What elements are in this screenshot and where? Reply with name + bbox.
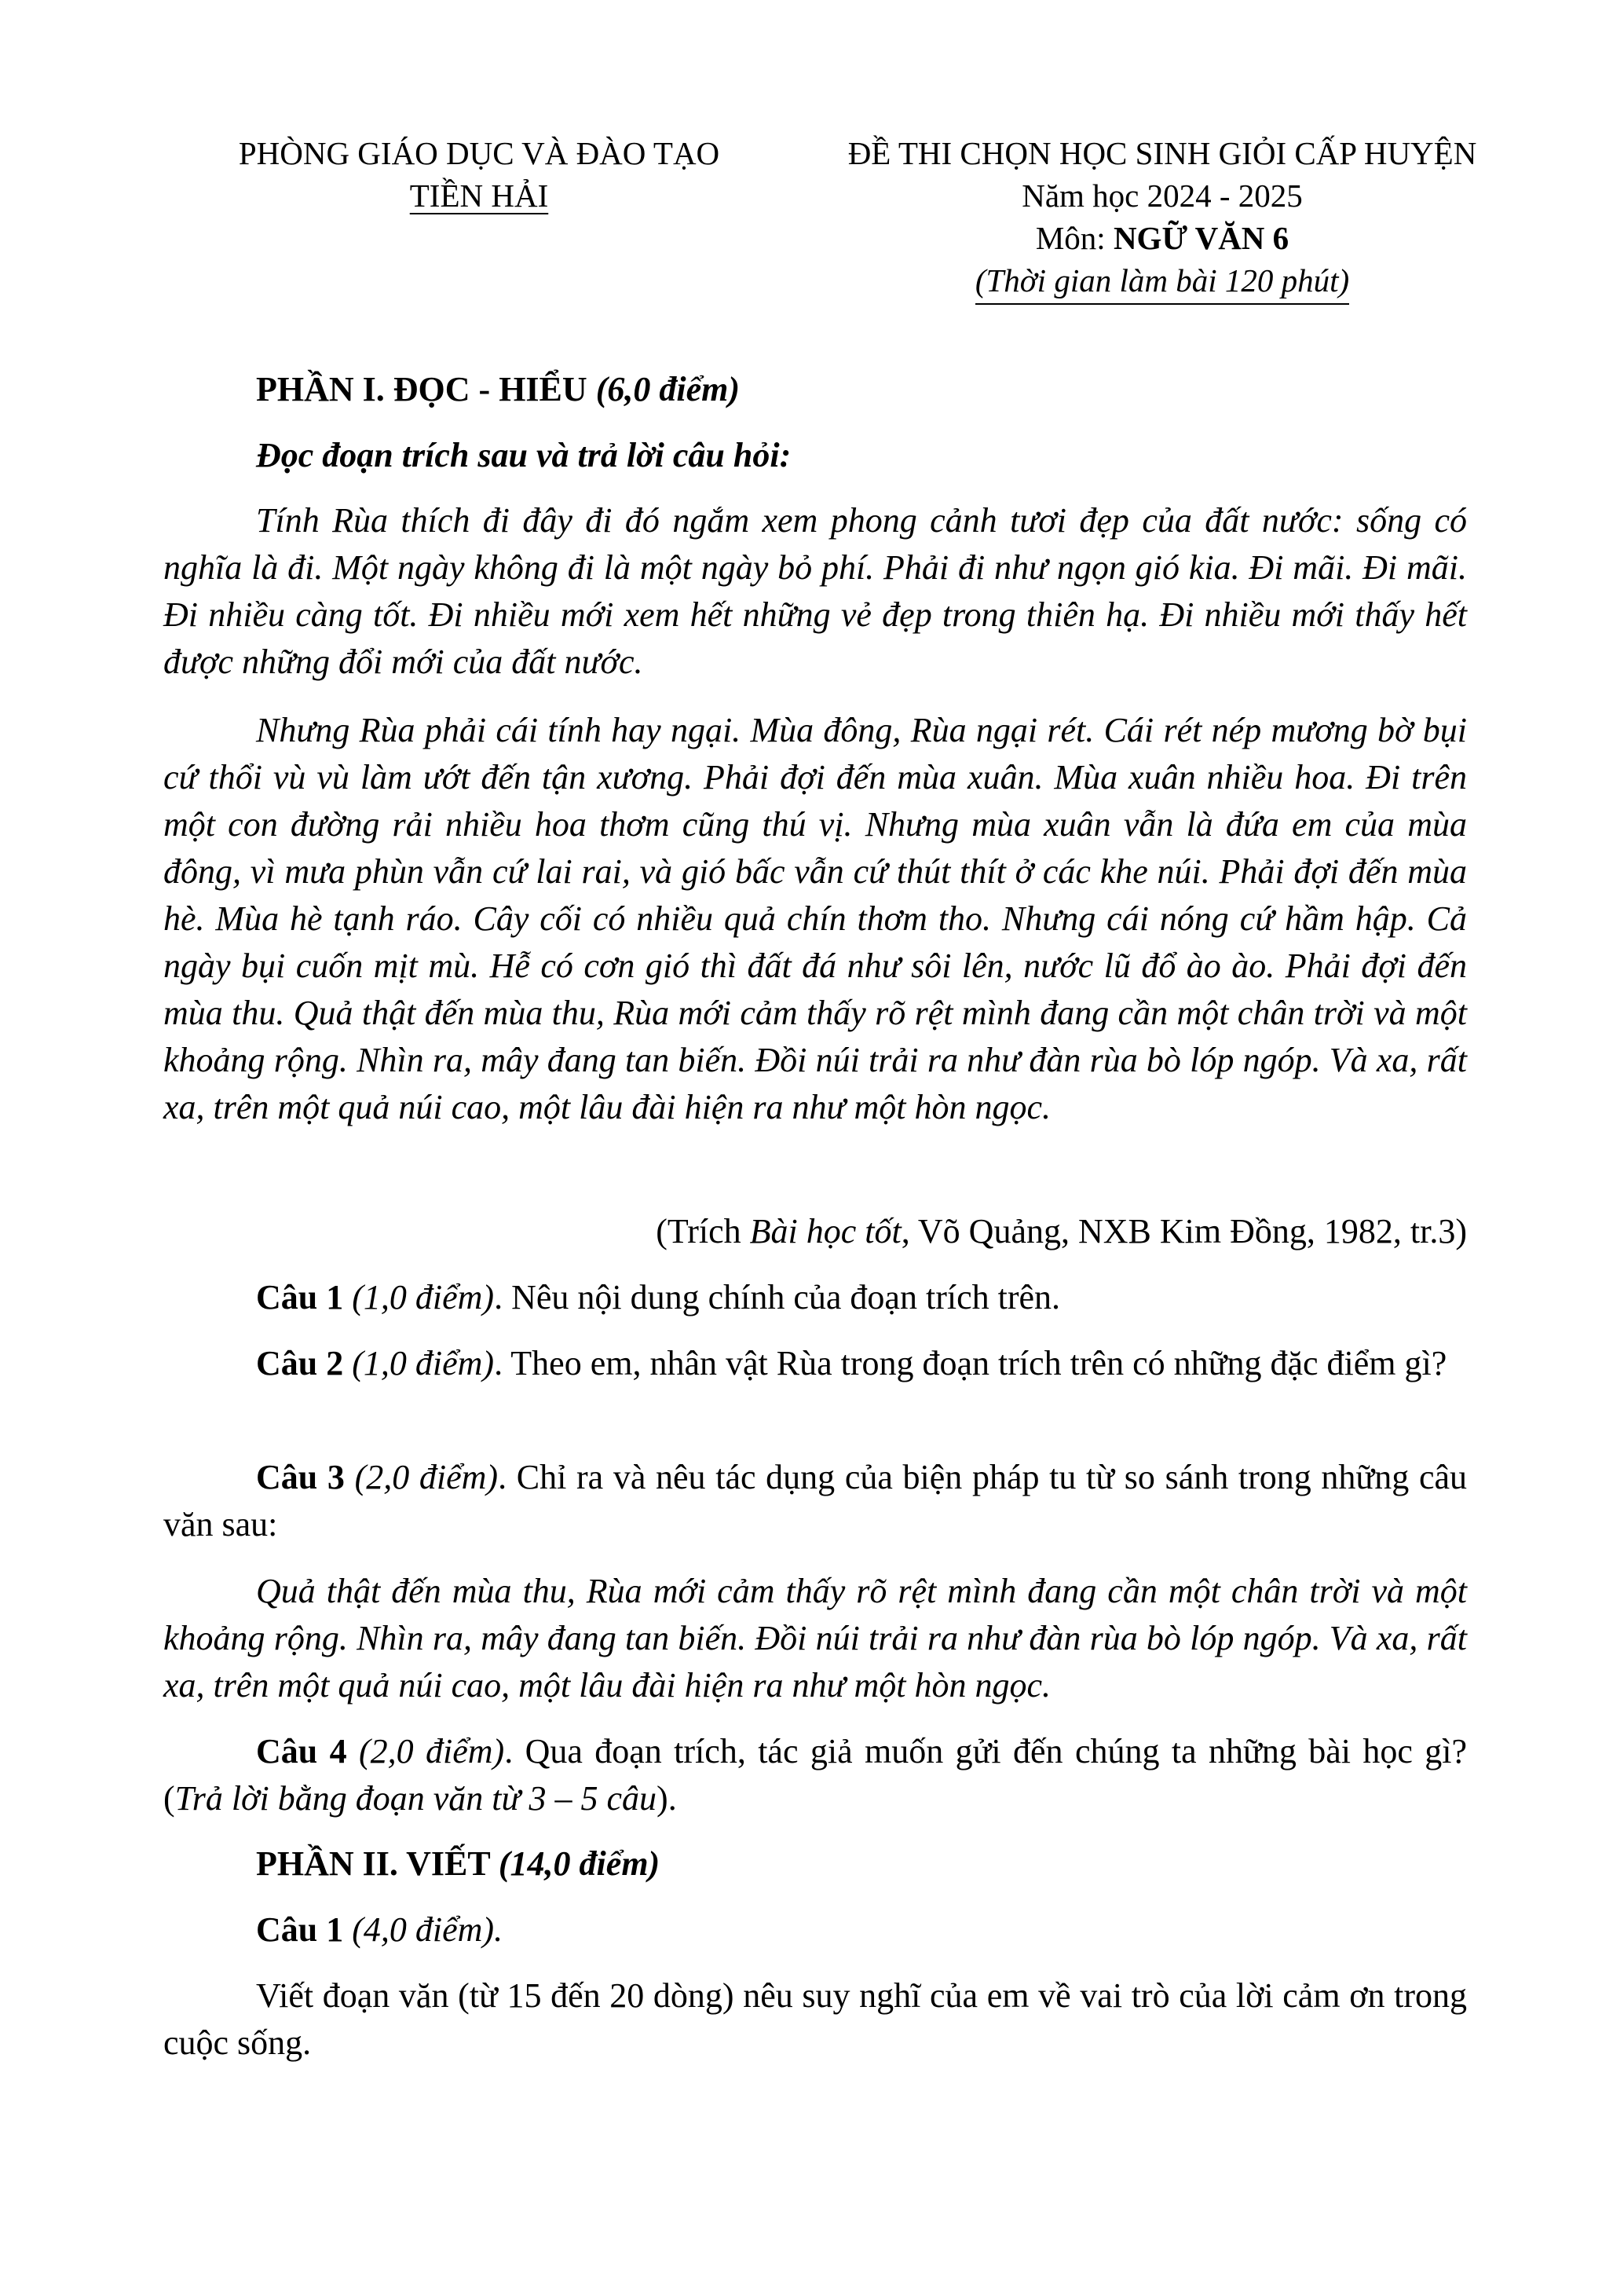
part2-question-1-heading	[256, 1906, 503, 1954]
question-label: Câu 3	[256, 1458, 345, 1496]
district-name: TIỀN HẢI	[409, 178, 549, 214]
passage-source	[656, 1208, 1467, 1255]
part1-heading	[256, 366, 740, 413]
question-4	[163, 1728, 1467, 1822]
source-suffix: , Võ Quảng, NXB Kim Đồng, 1982, tr.3)	[901, 1212, 1467, 1251]
question-label: Câu 4	[256, 1732, 347, 1771]
source-title: Bài học tốt	[749, 1212, 902, 1251]
question-1	[163, 1274, 1467, 1321]
part1-points: (6,0 điểm)	[595, 370, 740, 408]
question-text: . Nêu nội dung chính của đoạn trích trên.	[494, 1278, 1061, 1316]
header-right	[809, 132, 1516, 305]
question-tail-end: ).	[657, 1779, 677, 1818]
department-name: PHÒNG GIÁO DỤC VÀ ĐÀO TẠO	[238, 135, 720, 171]
exam-title: ĐỀ THI CHỌN HỌC SINH GIỎI CẤP HUYỆN	[847, 135, 1477, 171]
question-label: Câu 1	[256, 1910, 344, 1949]
part2-question-1-text: Viết đoạn văn (từ 15 đến 20 dòng) nêu suy nghĩ của em về vai trò của lời cảm ơn trong cuộc sống.	[163, 1976, 1467, 2062]
part1-title: PHẦN I. ĐỌC - HIỂU	[256, 370, 596, 408]
subject-line	[809, 217, 1516, 259]
question-text: . Qua đoạn trích, tác giả muốn gửi đến chúng ta những bài học gì? (	[163, 1732, 1467, 1818]
question-3	[163, 1454, 1467, 1548]
question-points: (1,0 điểm)	[343, 1278, 495, 1316]
question-label: Câu 1	[256, 1278, 344, 1316]
source-prefix: (Trích	[656, 1212, 750, 1251]
part2-title: PHẦN II. VIẾT	[256, 1844, 499, 1883]
question-text: . Chỉ ra và nêu tác dụng của biện pháp tu từ so sánh trong những câu văn sau:	[163, 1458, 1468, 1543]
question-label: Câu 2	[256, 1344, 344, 1382]
question-2	[163, 1340, 1467, 1387]
question-points: (4,0 điểm).	[343, 1910, 503, 1949]
passage-paragraph-2: Nhưng Rùa phải cái tính hay ngại. Mùa đông, Rùa ngại rét. Cái rét nép mương bờ bụi cứ thổi vù vù làm ướt đến tận xương. Phải đợi đến mùa xuân. Mùa xuân nhiều hoa. Đi trên một con đường rải nhiều hoa thơm cũng thú vị. Nhưng mùa xuân vẫn là đứa em của mùa đông, vì mưa phùn vẫn cứ lai rai, và gió bấc vẫn cứ thút thít ở các khe núi. Phải đợi đến mùa hè. Mùa hè tạnh ráo. Cây cối có nhiều quả chín thơm tho. Nhưng cái nóng cứ hầm hập. Cả ngày bụi cuốn mịt mù. Hễ có cơn gió thì đất đá như sôi lên, nước lũ đổ ào ào. Phải đợi đến mùa thu. Quả thật đến mùa thu, Rùa mới cảm thấy rõ rệt mình đang cần một chân trời và một khoảng rộng. Nhìn ra, mây đang tan biến. Đồi núi trải ra như đàn rùa bò lóp ngóp. Và xa, rất xa, trên một quả núi cao, một lâu đài hiện ra như một hòn ngọc.	[163, 711, 1467, 1126]
question-points: (2,0 điểm)	[346, 1732, 505, 1771]
question-3-quote: Quả thật đến mùa thu, Rùa mới cảm thấy rõ rệt mình đang cần một chân trời và một khoảng rộng. Nhìn ra, mây đang tan biến. Đồi núi trải ra như đàn rùa bò lóp ngóp. Và xa, rất xa, trên một quả núi cao, một lâu đài hiện ra như một hòn ngọc.	[163, 1572, 1467, 1705]
school-year: Năm học 2024 - 2025	[1022, 178, 1303, 214]
question-text: . Theo em, nhân vật Rùa trong đoạn trích trên có những đặc điểm gì?	[494, 1344, 1447, 1382]
subject-label: Môn:	[1035, 220, 1114, 256]
part2-points: (14,0 điểm)	[498, 1844, 660, 1883]
question-tail-italic: Trả lời bằng đoạn văn từ 3 – 5 câu	[174, 1779, 657, 1818]
header-left	[188, 132, 770, 217]
question-points: (1,0 điểm)	[343, 1344, 495, 1382]
subject-name: NGỮ VĂN 6	[1113, 220, 1289, 256]
question-points: (2,0 điểm)	[344, 1458, 499, 1496]
time-note: (Thời gian làm bài 120 phút)	[975, 259, 1349, 305]
passage-paragraph-1: Tính Rùa thích đi đây đi đó ngắm xem phong cảnh tươi đẹp của đất nước: sống có nghĩa là đi. Một ngày không đi là một ngày bỏ phí. Phải đi như ngọn gió kia. Đi mãi. Đi mãi. Đi nhiều càng tốt. Đi nhiều mới xem hết những vẻ đẹp trong thiên hạ. Đi nhiều mới thấy hết được những đổi mới của đất nước.	[163, 501, 1467, 681]
part2-heading	[256, 1840, 660, 1888]
reading-instruction: Đọc đoạn trích sau và trả lời câu hỏi:	[256, 436, 792, 474]
